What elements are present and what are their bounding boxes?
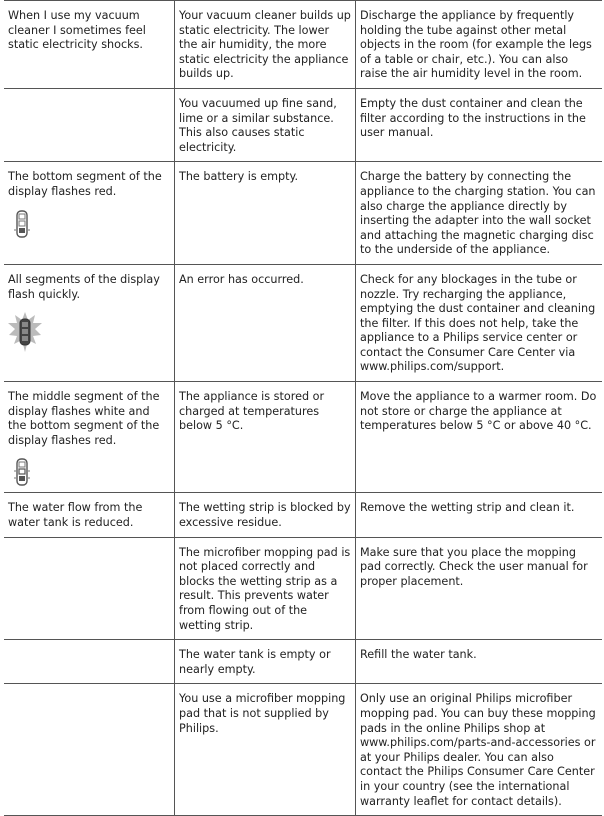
cause-text: You use a microfiber mopping pad that is not supplied by Philips. [179, 692, 346, 735]
cause-cell [175, 382, 356, 493]
solution-cell [356, 88, 603, 161]
table-row [4, 162, 602, 265]
table-row [4, 684, 602, 816]
solution-cell [356, 640, 603, 684]
cause-cell [175, 684, 356, 816]
solution-cell [356, 493, 603, 537]
cause-text: Your vacuum cleaner builds up static electricity. The lower the air humidity, the more static electricity the appliance builds up. [179, 9, 351, 81]
problem-cell [4, 493, 175, 537]
cause-cell [175, 537, 356, 640]
solution-text: Move the appliance to a warmer room. Do not store or charge the appliance at temperatures below 5 °C or above 40 °C. [360, 390, 597, 433]
solution-text: Make sure that you place the mopping pad correctly. Check the user manual for proper placement. [360, 545, 588, 588]
solution-text: Only use an original Philips microfiber mopping pad. You can buy these mopping pads in the online Philips shop at www.philips.com/parts-and-accessories or at your Philips dealer. You can also contact the Philips Consumer Care Center in your country (see the international warranty leaflet for contact details). [360, 692, 596, 808]
problem-text: The bottom segment of the display flashes red. [8, 170, 162, 198]
problem-cell [4, 537, 175, 640]
display-bottom-red-icon [14, 210, 170, 238]
solution-cell [356, 382, 603, 493]
problem-text: When I use my vacuum cleaner I sometimes feel static electricity shocks. [8, 9, 146, 52]
troubleshooting-document [4, 0, 600, 816]
problem-cell [4, 162, 175, 265]
cause-cell [175, 1, 356, 89]
display-middle-white-bottom-red-icon [14, 458, 170, 486]
solution-text: Charge the battery by connecting the appliance to the charging station. You can also charge the appliance directly by inserting the adapter into the wall socket and attaching the magnetic charging disc to the underside of the appliance. [360, 170, 596, 257]
table-row [4, 1, 602, 89]
cause-text: An error has occurred. [179, 272, 304, 286]
cause-text: The battery is empty. [179, 170, 299, 184]
cause-text: You vacuumed up fine sand, lime or a similar substance. This also causes static electricity. [179, 96, 337, 154]
cause-cell [175, 264, 356, 381]
solution-text: Remove the wetting strip and clean it. [360, 501, 575, 515]
cause-cell [175, 493, 356, 537]
problem-cell [4, 88, 175, 161]
problem-cell [4, 640, 175, 684]
cause-text: The microfiber mopping pad is not placed correctly and blocks the wetting strip as a result. This prevents water from flowing out of the wetting strip. [179, 545, 351, 632]
troubleshooting-table [4, 0, 602, 816]
cause-text: The appliance is stored or charged at temperatures below 5 °C. [179, 390, 325, 433]
solution-cell [356, 162, 603, 265]
problem-cell [4, 264, 175, 381]
table-row [4, 493, 602, 537]
table-row [4, 537, 602, 640]
cause-cell [175, 88, 356, 161]
cause-text: The water tank is empty or nearly empty. [179, 648, 331, 676]
solution-cell [356, 264, 603, 381]
solution-text: Empty the dust container and clean the filter according to the instructions in the user manual. [360, 96, 586, 140]
solution-cell [356, 684, 603, 816]
problem-cell [4, 1, 175, 89]
table-row [4, 382, 602, 493]
solution-cell [356, 537, 603, 640]
cause-cell [175, 640, 356, 684]
table-row [4, 640, 602, 684]
solution-cell [356, 1, 603, 89]
problem-cell [4, 382, 175, 493]
problem-text: All segments of the display flash quickly. [8, 272, 160, 301]
problem-cell [4, 684, 175, 816]
problem-text: The middle segment of the display flashes white and the bottom segment of the display flashes red. [8, 390, 160, 447]
table-row [4, 88, 602, 161]
solution-text: Discharge the appliance by frequently holding the tube against other metal objects in the room (for example the legs of a table or chair, etc.). You can also raise the air humidity level in the room. [360, 9, 592, 81]
solution-text: Check for any blockages in the tube or nozzle. Try recharging the appliance, emptying the dust container and cleaning the filter. If this does not help, take the appliance to a Philips service center or contact the Consumer Care Center via www.philips.com/support. [360, 272, 596, 374]
table-row [4, 264, 602, 381]
solution-text: Refill the water tank. [360, 648, 477, 662]
display-all-flash-icon [8, 312, 170, 352]
problem-text: The water flow from the water tank is reduced. [8, 501, 143, 530]
cause-cell [175, 162, 356, 265]
cause-text: The wetting strip is blocked by excessive residue. [179, 501, 351, 530]
